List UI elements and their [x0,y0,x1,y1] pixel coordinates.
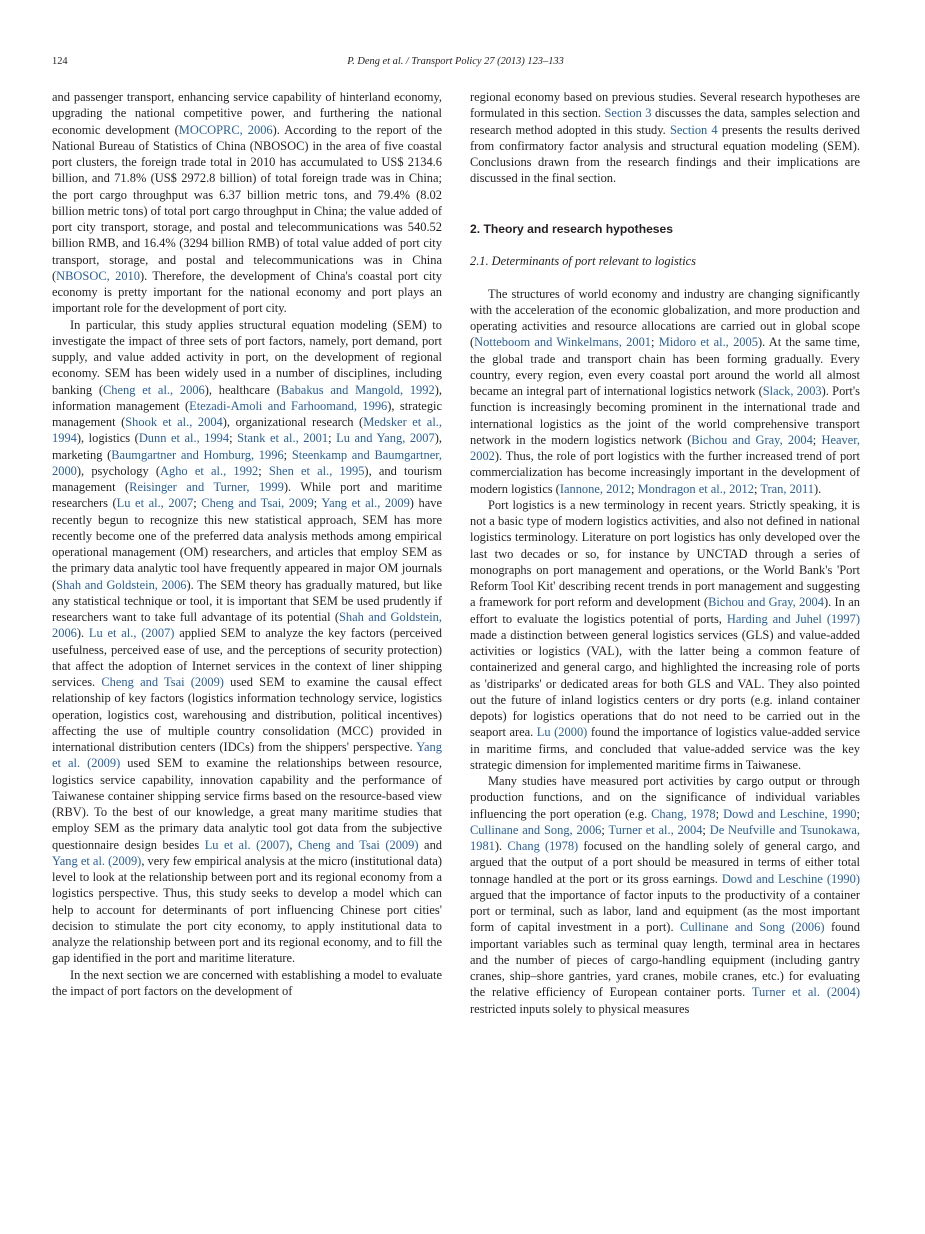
text: ). While port and maritime researchers ( [52,480,443,511]
text: Many studies have measured port activities by cargo output or through production functions, and on the significance of individual variables influencing the port operation (e.g. [470,774,860,821]
citation-link[interactable]: Bichou and Gray, 2004 [708,595,824,610]
section-heading: 2. Theory and research hypotheses [470,221,673,236]
citation-link[interactable]: Dowd and Leschine, 1990 [723,806,857,821]
paragraph [52,89,442,317]
text: In particular, this study applies structural equation modeling (SEM) to investigate the impact of three sets of port factors, namely, port demand, port supply, and value added activity in port, on the development of regional economy. SEM has been widely used in a number of disciplines, including banking ( [52,317,442,397]
text: , very few empirical analysis at the micro (institutional data) level to look at the relationship between port and its regional economy from a logistics perspective. Thus, this study seeks to develop a model which can help to account for determinants of port influencing Chinese port cities' decision to stimulate the port city economy, to apply institutional data to analyze the relationship between port and its regional economy, and to fill the gap identified in the port and maritime literature. [52,853,442,966]
text: ; [715,806,724,821]
citation-link[interactable]: Chang (1978) [507,839,579,853]
text: ). According to the report of the National Bureau of Statistics of China (NBOSOC) in the area of five coastal port clusters, the foreign trade total in 2010 has accumulated to US$ 2134.6 billion, and 71.8% (US$ 2972.8 billion) of total foreign trade was in China; the port cargo throughput was 6.37 billion metric tons, and 79.4% (8.02 billion metric tons) of total port cargo throughput in China; the value added of port city transport, storage, and postal and telecommunications was 540.52 billion RMB, and 16.4% (3294 billion RMB) of total value added of port city transport, storage, and postal and telecommunications was in China ( [52,122,442,283]
text: ). [814,481,822,496]
text: ) have recently begun to recognize this new statistical approach, SEM has more recently become one of the preferred data analysis methods among empirical operational management (OM) researchers, and articles that employ SEM as the primary data analytic tool have frequently appeared in major OM journals ( [52,496,442,592]
text: ; [313,496,322,511]
citation-link[interactable]: Lu and Yang, 2007 [336,431,435,446]
text: The structures of world economy and industry are changing significantly with the acceleration of the economic globalization, and more production and operating activities and resource allocations are carried out in global scope ( [470,286,860,350]
paragraph [470,497,860,773]
text: ). Port's function is increasingly becoming prominent in the international trade and international logistics as the joint of the world comprehensive transport network in the modern logistics network ( [470,384,860,447]
text: ), psychology ( [76,463,160,478]
citation-link[interactable]: Shah and Goldstein, 2006 [56,577,187,592]
citation-link[interactable]: Slack, 2003 [762,384,822,398]
citation-link[interactable]: Cullinane and Song (2006) [680,920,825,935]
text: ; [812,432,822,447]
text: ; [630,481,638,496]
right-column [470,89,860,1017]
section-link[interactable]: Section 3 [604,106,652,121]
text: restricted inputs solely to physical measures [470,1001,690,1016]
text: applied SEM to analyze the key factors (perceived usefulness, perceived ease of use, and the perceptions of security protection) that affect the adoption of Internet services in the context of liner shipping services. [52,626,442,689]
page-header [52,56,859,70]
text: used SEM to examine the relationships between resource, logistics service capability, innovation capability and the performance of Taiwanese container shipping service firms based on the resource-based view (RBV). To the best of our knowledge, a great many maritime studies that employ SEM as the primary data analytic tool got data from the subjective questionnaire design besides [52,756,442,852]
text: found the importance of logistics value-added service in maritime firms, and concluded that value-added service was the key strategic dimension for implemented maritime firms in Taiwanese. [470,725,860,772]
paragraph [52,317,442,967]
left-column [52,89,442,999]
text: ; [702,822,710,837]
text: ). [494,839,508,853]
text: ; [753,481,761,496]
citation-link[interactable]: Turner et al., 2004 [608,822,703,837]
text: ), and tourism management ( [52,463,443,494]
citation-link[interactable]: Chang, 1978 [651,806,716,821]
text: ), healthcare ( [204,382,281,397]
text: ; [328,431,337,446]
citation-link[interactable]: Babakus and Mangold, 1992 [280,382,435,397]
citation-link[interactable]: NBOSOC, 2010 [56,268,140,283]
citation-link[interactable]: Medsker et al., 1994 [52,415,442,446]
text: Port logistics is a new terminology in recent years. Strictly speaking, it is not a basic type of modern logistics activities, and also not defined in national logistics terminology. Literature on port logistics has only developed over the last two decades or so, for instance by UNCTAD through a series of monographs on port management and operations, or the World Bank's 'Port Reform Tool Kit' describing recent trends in port management and suggesting a framework for port reform and development ( [470,497,860,610]
text: In the next section we are concerned with establishing a model to evaluate the impact of port factors on the development of [52,967,442,998]
page-number: 124 [52,56,68,67]
citation-link[interactable]: Reisinger and Turner, 1999 [129,480,284,494]
text: ; [856,806,860,821]
citation-link[interactable]: Mondragon et al., 2012 [637,481,754,496]
text: ), strategic management ( [52,398,443,429]
paragraph [470,773,860,1017]
text: ), organizational research ( [222,415,364,429]
text: discusses the data, samples selection and research method adopted in this study. [470,106,860,137]
citation-link[interactable]: MOCOPRC, 2006 [178,122,273,137]
text: ), logistics ( [76,431,139,446]
citation-link[interactable]: Cheng and Tsai (2009) [101,675,224,689]
citation-link[interactable]: Stank et al., 2001 [237,431,329,446]
text: and passenger transport, enhancing service capability of hinterland economy, upgrading the national competitive power, and furthering the national economic development ( [52,90,442,137]
text: ). In an effort to evaluate the logistics potential of ports, [470,595,860,626]
text: ). Therefore, the development of China's coastal port city economy is pretty important for the national economy and port plays an important role for the development of port city. [52,268,442,316]
paragraph [470,286,860,497]
citation-link[interactable]: Steenkamp and Baumgartner, 2000 [52,447,442,478]
citation-link[interactable]: Agho et al., 1992 [160,463,259,478]
citation-link[interactable]: Etezadi-Amoli and Farhoomand, 1996 [189,398,388,413]
citation-link[interactable]: Midoro et al., 2005 [658,335,758,350]
subsection-heading: 2.1. Determinants of port relevant to logistics [470,253,696,268]
citation-link[interactable]: Yang et al. (2009) [52,740,442,771]
text: ), marketing ( [52,431,442,462]
text: ; [283,447,292,462]
section-link[interactable]: Section 4 [669,122,718,137]
citation-link[interactable]: Tran, 2011 [760,481,815,496]
citation-link[interactable]: Baumgartner and Homburg, 1996 [111,447,284,462]
citation-link[interactable]: Yang et al. (2009) [52,853,142,868]
citation-link[interactable]: Notteboom and Winkelmans, 2001 [474,335,652,350]
citation-link[interactable]: Cheng et al., 2006 [102,382,205,397]
text: ; [651,335,659,350]
text: focused on the handling solely of general cargo, and argued that the output of a port should be measured in terms of either total tonnage handled at the port or its gross earnings. [470,839,860,886]
text: , [289,837,298,852]
text: ). The SEM theory has gradually matured, but like any statistical technique or tool, it is important that SEM be used prudently if researchers want to take full advantage of its potential ( [52,577,442,624]
citation-link[interactable]: De Neufville and Tsunokawa, 1981 [470,822,861,853]
text: and [418,837,443,852]
text: used SEM to examine the causal effect relationship of key factors (logistics information technology service, logistics operation, logistics cost, warehousing and distribution, political incentives) affecting the use of multiple country consolidation (MCC) provided in international distribution centers (IDCs) from the shippers' perspective. [52,675,442,754]
citation-link[interactable]: Harding and Juhel (1997) [726,611,860,626]
citation-link[interactable]: Dowd and Leschine (1990) [721,871,860,886]
citation-link[interactable]: Shen et al., 1995 [268,463,365,478]
paragraph [470,89,860,187]
citation-link[interactable]: Bichou and Gray, 2004 [691,432,813,447]
citation-link[interactable]: Lu et al., 2007 [116,496,194,511]
citation-link[interactable]: Lu (2000) [536,725,588,740]
citation-link[interactable]: Iannone, 2012 [559,481,631,496]
citation-link[interactable]: Dunn et al., 1994 [138,431,230,446]
running-title: P. Deng et al. / Transport Policy 27 (2013) 123–133 [347,56,564,67]
text: found important variables such as terminal quay length, terminal area in hectares and the number of pieces of cargo-handling equipment (including gantry cranes, ship–shore gantries, yard cranes, mobile cranes, etc.) for evaluating the relative efficiency of European container ports. [470,920,860,1000]
text: ; [601,822,609,837]
citation-link[interactable]: Shook et al., 2004 [125,415,223,429]
text: regional economy based on previous studies. Several research hypotheses are formulated in this section. [470,90,860,121]
text: ; [258,463,269,478]
text: ). [76,626,89,641]
text: argued that the importance of factor inputs to the productivity of a container port or terminal, such as labor, land and equipment (as the most important form of capital investment in a port). [470,887,860,935]
citation-link[interactable]: Heaver, 2002 [470,432,860,463]
citation-link[interactable]: Lu et al. (2007) [204,837,290,852]
citation-link[interactable]: Lu et al., (2007) [88,626,175,641]
text: ; [229,431,238,446]
citation-link[interactable]: Shah and Goldstein, 2006 [52,610,443,641]
text: ). At the same time, the global trade and transport chain has been forming gradually. Every country, every region, even every coastal port around the world all almost became an integral part of international logistics network ( [470,335,861,398]
citation-link[interactable]: Cheng and Tsai, 2009 [201,496,314,511]
paragraph [52,967,442,1000]
citation-link[interactable]: Cullinane and Song, 2006 [470,822,602,837]
citation-link[interactable]: Turner et al. (2004) [751,985,860,1000]
text: ). Thus, the role of port logistics with the further increased trend of port commercialization has become increasingly important in the development of modern logistics ( [470,449,860,496]
citation-link[interactable]: Cheng and Tsai (2009) [298,837,419,852]
text: ; [193,496,202,511]
text: made a distinction between general logistics services (GLS) and value-added activities or logistics (VAL), with the latter being a common feature of containerized and general cargo, and highlighted the increasing role of ports as 'distriparks' or dedicated areas for both GLS and VAL. They also pointed out the future of inland logistics centers or dry ports (e.g. inland container depots) for logistics operations that do not need to be carried out in the seaport area. [470,627,860,740]
text: ), information management ( [52,382,442,413]
text: presents the results derived from confirmatory factor analysis and structural equation modeling (SEM). Conclusions drawn from the research findings and their implications are discussed in the final section. [470,122,861,186]
citation-link[interactable]: Yang et al., 2009 [321,496,410,511]
